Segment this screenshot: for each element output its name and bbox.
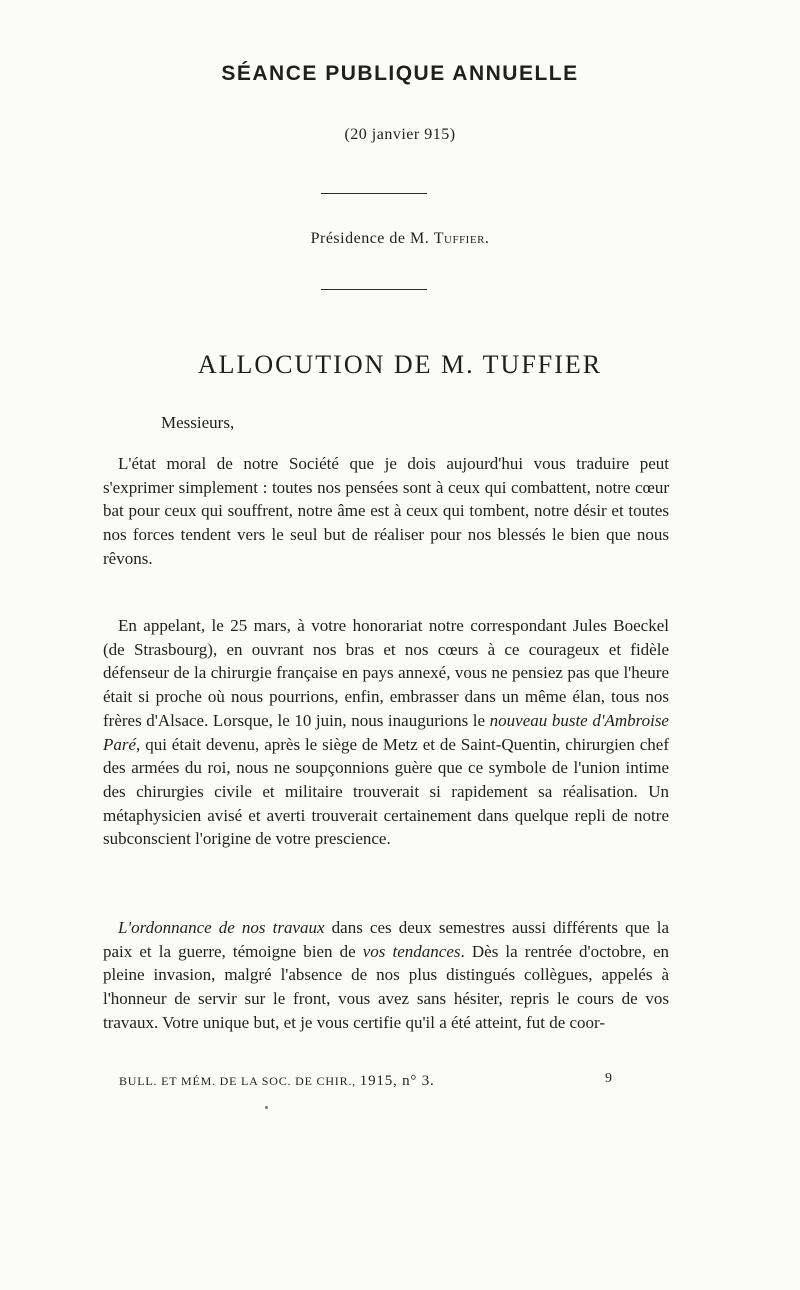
paragraph-1: [103, 452, 669, 571]
paragraph-3-italic-1: L'ordonnance de nos travaux: [118, 918, 325, 937]
presidence-prefix: Présidence de M.: [310, 230, 434, 247]
footer-issue: , n° 3.: [393, 1073, 435, 1089]
footer-year: 1915: [359, 1073, 393, 1089]
footer-journal: BULL. ET MÉM. DE LA SOC. DE CHIR.,: [119, 1074, 360, 1088]
paragraph-3-italic-2: vos tendances: [362, 941, 461, 961]
divider-bottom: [321, 289, 427, 290]
presidence-suffix: .: [484, 230, 490, 247]
ink-speck: [265, 1106, 268, 1109]
paragraph-3-text-a: dans ces deux semestres aussi différents que la paix et la guerre, témoigne bien de: [103, 918, 669, 961]
paragraph-1-text: L'état moral de notre Société que je dois aujourd'hui vous traduire peut s'exprimer simplement : toutes nos pensées sont à ceux qui combattent, notre cœur bat pour ceux qui souffrent, notre âme est à ceux qui tombent, notre désir et toutes nos forces tendent vers le seul but de réaliser pour nos blessés le bien que nous rêvons.: [103, 454, 669, 568]
page-number: 9: [605, 1071, 612, 1086]
paragraph-3: [103, 916, 669, 1035]
article-title: ALLOCUTION DE M. TUFFIER: [197, 350, 603, 379]
divider-top: [321, 193, 427, 194]
session-date: (20 janvier 915): [344, 126, 456, 143]
section-heading: SÉANCE PUBLIQUE ANNUELLE: [221, 62, 579, 85]
presidence-line: [0, 230, 800, 248]
paragraph-2-text-b: , qui était devenu, après le siège de Metz et de Saint-Quentin, chirurgien chef des armées du roi, nous ne soupçonnions guère que ce symbole de l'union intime des chirurgies civile et militaire trouverait si rapidement sa réalisation. Un métaphysicien avisé et averti trouverait certainement dans quelque repli de notre subconscient l'origine de votre prescience.: [103, 734, 669, 849]
paragraph-2-text-a: En appelant, le 25 mars, à votre honorariat notre correspondant Jules Boeckel (de Strasbourg), en ouvrant nos bras et nos cœurs à ce courageux et fidèle défenseur de la chirurgie française en pays annexé, vous ne pensiez pas que l'heure était si proche où nous pourrions, enfin, embrasser dans un même élan, tous nos frères d'Alsace. Lorsque, le 10 juin, nous inaugurions le: [103, 616, 669, 730]
paragraph-2-italic: nouveau buste d'Ambroise Paré: [103, 710, 669, 754]
presidence-name: Tuffier: [433, 230, 485, 247]
journal-footer: [119, 1073, 435, 1090]
salutation: Messieurs,: [161, 413, 235, 432]
paragraph-2: [103, 614, 669, 851]
paragraph-3-text-b: . Dès la rentrée d'octobre, en pleine invasion, malgré l'absence de nos plus distingués collègues, appelés à l'honneur de servir sur le front, vous avez sans hésiter, repris le cours de vos travaux. Votre unique but, et je vous certifie qu'il a été atteint, fut de coor-: [103, 941, 669, 1032]
